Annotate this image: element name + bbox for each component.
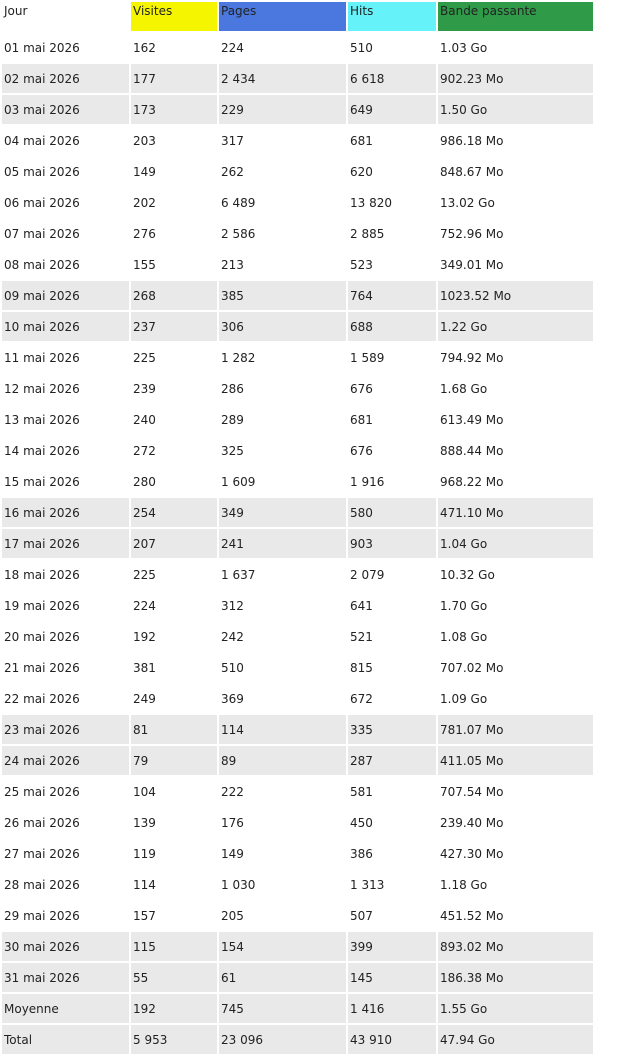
table-row — [2, 653, 593, 682]
table-row — [2, 188, 593, 217]
cell-bandwidth: 427.30 Mo — [440, 846, 504, 861]
cell-bandwidth: 1.70 Go — [440, 598, 488, 613]
table-row — [2, 684, 593, 713]
cell-day: 02 mai 2026 — [2, 64, 129, 93]
cell-visits: 202 — [133, 195, 156, 210]
table-row — [2, 1025, 593, 1054]
cell-pages: 286 — [221, 381, 244, 396]
cell-visits: 173 — [131, 95, 217, 124]
table-row — [2, 33, 593, 62]
cell-visits: 115 — [131, 932, 217, 961]
cell-pages: 369 — [221, 691, 244, 706]
table-row — [2, 436, 593, 465]
cell-bandwidth: 13.02 Go — [440, 195, 495, 210]
cell-day: 26 mai 2026 — [4, 815, 80, 830]
cell-pages: 23 096 — [219, 1025, 346, 1054]
cell-visits: 139 — [133, 815, 156, 830]
cell-day: Total — [2, 1025, 129, 1054]
cell-hits: 620 — [350, 164, 373, 179]
cell-pages: 89 — [219, 746, 346, 775]
cell-bandwidth: 707.02 Mo — [440, 660, 504, 675]
cell-day: 03 mai 2026 — [2, 95, 129, 124]
table-row — [2, 529, 593, 558]
cell-bandwidth: 1.18 Go — [440, 877, 488, 892]
cell-visits: 192 — [133, 629, 156, 644]
table-row — [2, 498, 593, 527]
cell-hits: 681 — [350, 133, 373, 148]
cell-pages: 229 — [219, 95, 346, 124]
cell-bandwidth: 1.50 Go — [438, 95, 593, 124]
cell-bandwidth: 781.07 Mo — [438, 715, 593, 744]
cell-bandwidth: 186.38 Mo — [438, 963, 593, 992]
table-row — [2, 963, 593, 992]
cell-hits: 681 — [350, 412, 373, 427]
cell-hits: 649 — [348, 95, 436, 124]
cell-hits: 1 589 — [350, 350, 385, 365]
cell-bandwidth: 239.40 Mo — [440, 815, 504, 830]
cell-pages: 241 — [219, 529, 346, 558]
cell-pages: 213 — [221, 257, 244, 272]
cell-day: 09 mai 2026 — [2, 281, 129, 310]
cell-hits: 399 — [348, 932, 436, 961]
cell-pages: 745 — [219, 994, 346, 1023]
cell-pages: 1 637 — [221, 567, 256, 582]
header-day: Jour — [2, 2, 129, 31]
table-row — [2, 591, 593, 620]
cell-visits: 177 — [131, 64, 217, 93]
cell-day: 21 mai 2026 — [4, 660, 80, 675]
header-visits: Visites — [131, 2, 217, 31]
cell-bandwidth: 1.68 Go — [440, 381, 488, 396]
cell-visits: 157 — [133, 908, 156, 923]
cell-hits: 450 — [350, 815, 373, 830]
table-row — [2, 95, 593, 124]
cell-hits: 1 416 — [348, 994, 436, 1023]
cell-visits: 225 — [133, 567, 156, 582]
table-row — [2, 808, 593, 837]
cell-day: 11 mai 2026 — [4, 350, 80, 365]
cell-day: 01 mai 2026 — [4, 40, 80, 55]
cell-visits: 155 — [133, 257, 156, 272]
cell-day: 14 mai 2026 — [4, 443, 80, 458]
cell-visits: 280 — [133, 474, 156, 489]
cell-hits: 815 — [350, 660, 373, 675]
cell-pages: 510 — [221, 660, 244, 675]
cell-visits: 162 — [133, 40, 156, 55]
cell-hits: 903 — [348, 529, 436, 558]
cell-visits: 104 — [133, 784, 156, 799]
table-row — [2, 560, 593, 589]
cell-day: 10 mai 2026 — [2, 312, 129, 341]
cell-hits: 764 — [348, 281, 436, 310]
cell-pages: 1 282 — [221, 350, 256, 365]
cell-hits: 386 — [350, 846, 373, 861]
cell-bandwidth: 47.94 Go — [438, 1025, 593, 1054]
table-body — [2, 33, 593, 1054]
cell-day: Moyenne — [2, 994, 129, 1023]
table-row — [2, 467, 593, 496]
cell-hits: 287 — [348, 746, 436, 775]
cell-day: 05 mai 2026 — [4, 164, 80, 179]
cell-hits: 13 820 — [350, 195, 392, 210]
cell-day: 30 mai 2026 — [2, 932, 129, 961]
cell-day: 08 mai 2026 — [4, 257, 80, 272]
cell-visits: 224 — [133, 598, 156, 613]
cell-pages: 154 — [219, 932, 346, 961]
cell-day: 23 mai 2026 — [2, 715, 129, 744]
cell-pages: 289 — [221, 412, 244, 427]
cell-hits: 580 — [348, 498, 436, 527]
cell-day: 24 mai 2026 — [2, 746, 129, 775]
cell-hits: 2 885 — [350, 226, 385, 241]
cell-pages: 312 — [221, 598, 244, 613]
cell-pages: 6 489 — [221, 195, 256, 210]
table-row — [2, 343, 593, 372]
cell-day: 06 mai 2026 — [4, 195, 80, 210]
table-row — [2, 126, 593, 155]
cell-pages: 242 — [221, 629, 244, 644]
cell-hits: 676 — [350, 381, 373, 396]
cell-bandwidth: 10.32 Go — [440, 567, 495, 582]
cell-visits: 203 — [133, 133, 156, 148]
cell-bandwidth: 893.02 Mo — [438, 932, 593, 961]
table-row — [2, 374, 593, 403]
cell-pages: 2 434 — [219, 64, 346, 93]
cell-pages: 306 — [219, 312, 346, 341]
cell-visits: 55 — [131, 963, 217, 992]
cell-pages: 224 — [221, 40, 244, 55]
cell-pages: 149 — [221, 846, 244, 861]
cell-day: 16 mai 2026 — [2, 498, 129, 527]
cell-visits: 268 — [131, 281, 217, 310]
table-row — [2, 64, 593, 93]
cell-bandwidth: 1.08 Go — [440, 629, 488, 644]
header-bandwidth: Bande passante — [438, 2, 593, 31]
table-row — [2, 777, 593, 806]
cell-pages: 1 609 — [221, 474, 256, 489]
cell-hits: 523 — [350, 257, 373, 272]
table-row — [2, 157, 593, 186]
table-row — [2, 839, 593, 868]
cell-hits: 43 910 — [348, 1025, 436, 1054]
cell-visits: 249 — [133, 691, 156, 706]
table-row — [2, 994, 593, 1023]
table-row — [2, 250, 593, 279]
cell-pages: 349 — [219, 498, 346, 527]
cell-visits: 254 — [131, 498, 217, 527]
cell-visits: 225 — [133, 350, 156, 365]
cell-day: 27 mai 2026 — [4, 846, 80, 861]
header-hits: Hits — [348, 2, 436, 31]
cell-bandwidth: 1023.52 Mo — [438, 281, 593, 310]
cell-day: 07 mai 2026 — [4, 226, 80, 241]
cell-bandwidth: 968.22 Mo — [440, 474, 504, 489]
cell-pages: 205 — [221, 908, 244, 923]
header-row — [2, 2, 593, 31]
cell-bandwidth: 1.03 Go — [440, 40, 488, 55]
table-row — [2, 715, 593, 744]
cell-visits: 239 — [133, 381, 156, 396]
cell-hits: 672 — [350, 691, 373, 706]
cell-pages: 262 — [221, 164, 244, 179]
cell-day: 29 mai 2026 — [4, 908, 80, 923]
cell-bandwidth: 451.52 Mo — [440, 908, 504, 923]
cell-bandwidth: 794.92 Mo — [440, 350, 504, 365]
cell-pages: 385 — [219, 281, 346, 310]
cell-bandwidth: 888.44 Mo — [440, 443, 504, 458]
cell-visits: 5 953 — [131, 1025, 217, 1054]
cell-bandwidth: 1.55 Go — [438, 994, 593, 1023]
table-row — [2, 746, 593, 775]
cell-pages: 325 — [221, 443, 244, 458]
cell-day: 25 mai 2026 — [4, 784, 80, 799]
cell-visits: 237 — [131, 312, 217, 341]
cell-bandwidth: 1.04 Go — [438, 529, 593, 558]
cell-pages: 2 586 — [221, 226, 256, 241]
cell-hits: 581 — [350, 784, 373, 799]
table-row — [2, 405, 593, 434]
cell-day: 12 mai 2026 — [4, 381, 80, 396]
cell-day: 04 mai 2026 — [4, 133, 80, 148]
cell-hits: 6 618 — [348, 64, 436, 93]
cell-hits: 676 — [350, 443, 373, 458]
cell-hits: 688 — [348, 312, 436, 341]
cell-visits: 276 — [133, 226, 156, 241]
cell-visits: 119 — [133, 846, 156, 861]
header-pages: Pages — [219, 2, 346, 31]
table-row — [2, 312, 593, 341]
cell-pages: 176 — [221, 815, 244, 830]
table-row — [2, 281, 593, 310]
cell-hits: 521 — [350, 629, 373, 644]
cell-visits: 240 — [133, 412, 156, 427]
cell-day: 15 mai 2026 — [4, 474, 80, 489]
cell-bandwidth: 411.05 Mo — [438, 746, 593, 775]
cell-visits: 272 — [133, 443, 156, 458]
cell-hits: 510 — [350, 40, 373, 55]
cell-hits: 2 079 — [350, 567, 385, 582]
cell-day: 28 mai 2026 — [4, 877, 80, 892]
cell-bandwidth: 902.23 Mo — [438, 64, 593, 93]
table-row — [2, 932, 593, 961]
table-row — [2, 219, 593, 248]
cell-bandwidth: 707.54 Mo — [440, 784, 504, 799]
cell-pages: 114 — [219, 715, 346, 744]
cell-bandwidth: 1.09 Go — [440, 691, 488, 706]
cell-hits: 145 — [348, 963, 436, 992]
cell-day: 31 mai 2026 — [2, 963, 129, 992]
cell-visits: 149 — [133, 164, 156, 179]
cell-day: 20 mai 2026 — [4, 629, 80, 644]
cell-hits: 641 — [350, 598, 373, 613]
cell-visits: 192 — [131, 994, 217, 1023]
cell-bandwidth: 752.96 Mo — [440, 226, 504, 241]
table-row — [2, 870, 593, 899]
cell-day: 22 mai 2026 — [4, 691, 80, 706]
cell-hits: 335 — [348, 715, 436, 744]
cell-visits: 207 — [131, 529, 217, 558]
cell-day: 18 mai 2026 — [4, 567, 80, 582]
cell-day: 17 mai 2026 — [2, 529, 129, 558]
cell-pages: 1 030 — [221, 877, 256, 892]
cell-pages: 61 — [219, 963, 346, 992]
table-row — [2, 901, 593, 930]
cell-bandwidth: 1.22 Go — [438, 312, 593, 341]
cell-hits: 507 — [350, 908, 373, 923]
cell-bandwidth: 613.49 Mo — [440, 412, 504, 427]
cell-hits: 1 313 — [350, 877, 385, 892]
cell-bandwidth: 349.01 Mo — [440, 257, 504, 272]
cell-day: 19 mai 2026 — [4, 598, 80, 613]
cell-visits: 81 — [131, 715, 217, 744]
table-header — [2, 2, 593, 31]
cell-pages: 222 — [221, 784, 244, 799]
cell-hits: 1 916 — [350, 474, 385, 489]
cell-bandwidth: 986.18 Mo — [440, 133, 504, 148]
cell-visits: 114 — [133, 877, 156, 892]
cell-pages: 317 — [221, 133, 244, 148]
cell-visits: 79 — [131, 746, 217, 775]
table-row — [2, 622, 593, 651]
cell-visits: 381 — [133, 660, 156, 675]
cell-bandwidth: 471.10 Mo — [438, 498, 593, 527]
cell-day: 13 mai 2026 — [4, 412, 80, 427]
cell-bandwidth: 848.67 Mo — [440, 164, 504, 179]
